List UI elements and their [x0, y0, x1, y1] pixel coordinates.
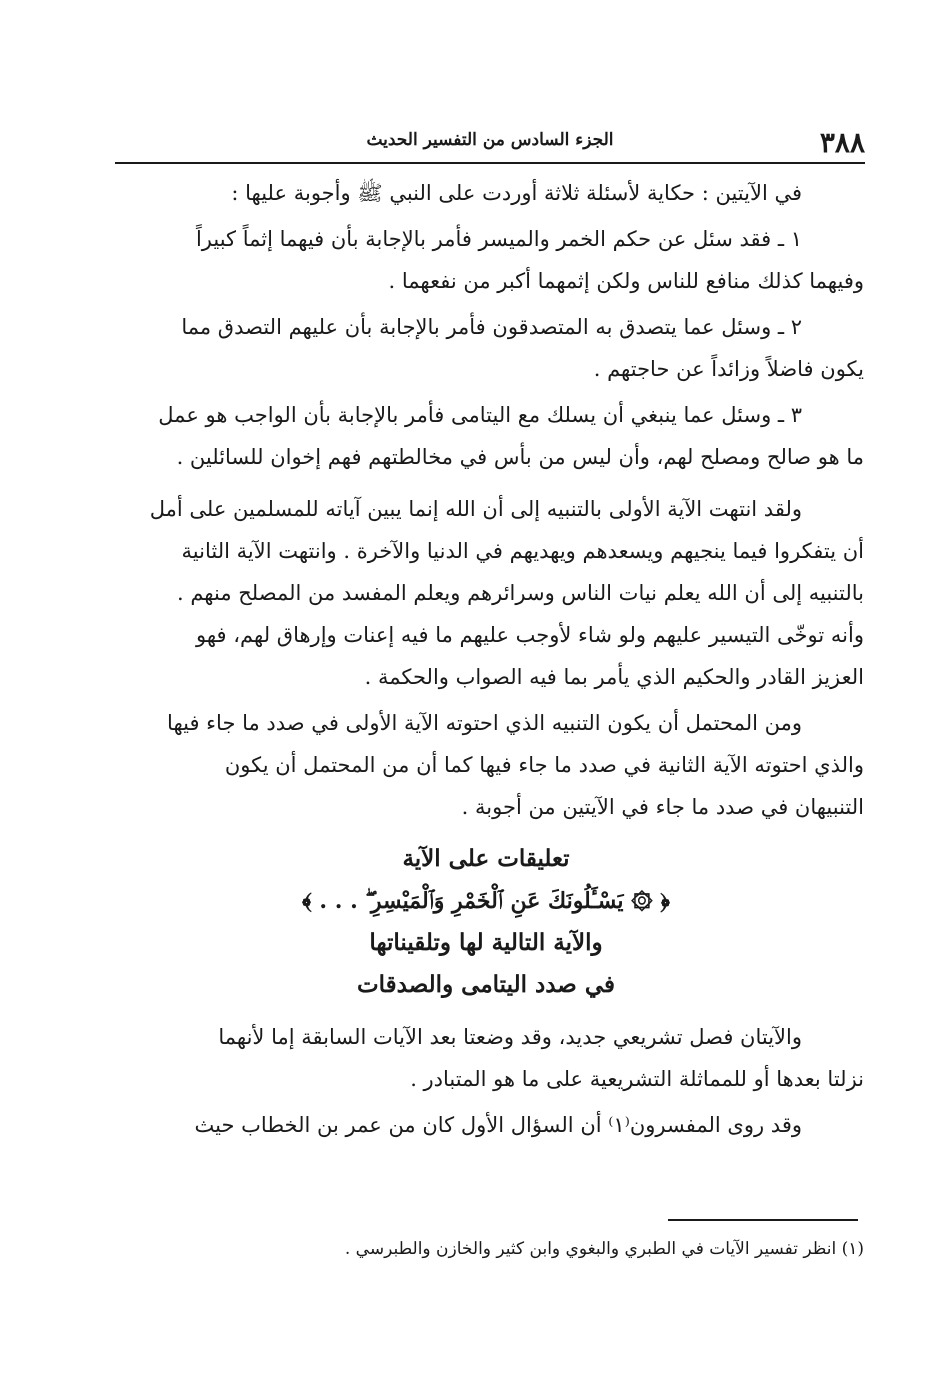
quran-verse-heading: ﴿ ۞ يَسْـَٔلُونَكَ عَنِ ٱلْخَمْرِ وَٱلْمَيْسِرِ ۖ . . . ﴾	[302, 888, 670, 914]
list-item-2-line: ٢ ـ وسئل عما يتصدق به المتصدقون فأمر بالإجابة بأن عليهم التصدق مما	[181, 315, 802, 339]
paragraph-line: بالتنبيه إلى أن الله يعلم نيات الناس وسرائرهم ويعلم المفسد من المصلح منهم .	[176, 581, 864, 605]
section-heading: في صدد اليتامى والصدقات	[357, 971, 615, 998]
paragraph-line: أن يتفكروا فيما ينجيهم ويسعدهم ويهديهم في الدنيا والآخرة . وانتهت الآية الثانية	[181, 539, 864, 563]
paragraph-line: ولقد انتهت الآية الأولى بالتنبيه إلى أن الله إنما يبين آياته للمسلمين على أمل	[149, 497, 802, 521]
list-item-3-line: ٣ ـ وسئل عما ينبغي أن يسلك مع اليتامى فأمر بالإجابة بأن الواجب هو عمل	[158, 403, 802, 427]
list-item-3-line: ما هو صالح ومصلح لهم، وأن ليس من بأس في مخالطتهم فهم إخوان للسائلين .	[176, 445, 864, 469]
page-body	[108, 172, 864, 1146]
paragraph-line: في الآيتين : حكاية لأسئلة ثلاثة أوردت على النبي ﷺ وأجوبة عليها :	[231, 181, 802, 205]
page-header	[115, 118, 865, 164]
list-item-2-line: يكون فاضلاً وزائداً عن حاجتهم .	[593, 357, 864, 381]
paragraph-line: وقد روى المفسرون⁽١⁾ أن السؤال الأول كان من عمر بن الخطاب حيث	[194, 1113, 802, 1137]
paragraph-line: التنبيهان في صدد ما جاء في الآيتين من أجوبة .	[461, 795, 864, 819]
paragraph-line: والآيتان فصل تشريعي جديد، وقد وضعتا بعد الآيات السابقة إما لأنهما	[218, 1025, 802, 1049]
paragraph-line: والذي احتوته الآية الثانية في صدد ما جاء فيها كما أن من المحتمل أن يكون	[224, 753, 864, 777]
running-title: الجزء السادس من التفسير الحديث	[366, 130, 614, 150]
paragraph-line: ومن المحتمل أن يكون التنبيه الذي احتوته الآية الأولى في صدد ما جاء فيها	[167, 711, 802, 735]
paragraph-line: العزيز القادر والحكيم الذي يأمر بما فيه الصواب والحكمة .	[364, 665, 864, 689]
page-number: ٣٨٨	[819, 126, 865, 159]
list-item-1-line: ١ ـ فقد سئل عن حكم الخمر والميسر فأمر بالإجابة بأن فيهما إثماً كبيراً	[195, 227, 802, 251]
footnote-divider	[668, 1219, 858, 1221]
section-heading: والآية التالية لها وتلقيناتها	[369, 929, 603, 956]
list-item-1-line: وفيهما كذلك منافع للناس ولكن إثمهما أكبر من نفعهما .	[388, 269, 864, 293]
footnote: (١) انظر تفسير الآيات في الطبري والبغوي وابن كثير والخازن والطبرسي .	[344, 1239, 864, 1259]
paragraph-line: وأنه توخّى التيسير عليهم ولو شاء لأوجب عليهم ما فيه إعنات وإرهاق لهم، فهو	[196, 623, 864, 647]
paragraph-line: نزلتا بعدها أو للمماثلة التشريعية على ما هو المتبادر .	[410, 1067, 864, 1091]
section-heading: تعليقات على الآية	[402, 845, 570, 872]
